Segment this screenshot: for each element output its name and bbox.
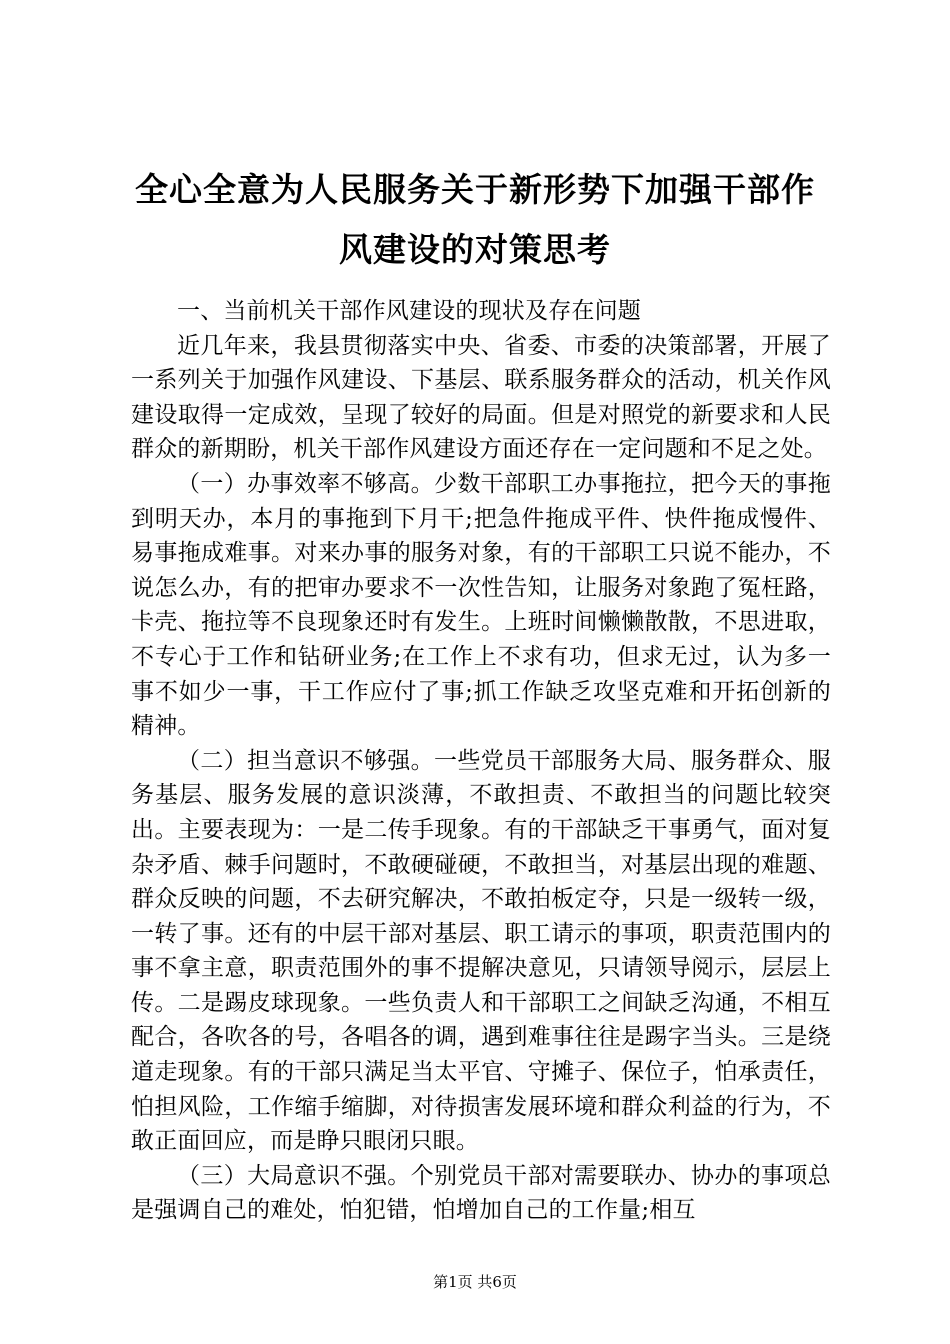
paragraph-intro: 近几年来，我县贯彻落实中央、省委、市委的决策部署，开展了一系列关于加强作风建设、下基层、联系服务群众的活动，机关作风建设取得一定成效，呈现了较好的局面。但是对照党的新要求和人民群众的新期盼，机关干部作风建设方面还存在一定问题和不足之处。 [131, 332, 831, 463]
document-title: 全心全意为人民服务关于新形势下加强干部作风建设的对策思考 [135, 170, 815, 269]
paragraph-efficiency: （一）办事效率不够高。少数干部职工办事拖拉，把今天的事拖到明天办，本月的事拖到下月干;把急件拖成平件、快件拖成慢件、易事拖成难事。对来办事的服务对象，有的干部职工只说不能办，不说怎么办，有的把审办要求不一次性告知，让服务对象跑了冤枉路，卡壳、拖拉等不良现象还时有发生。上班时间懒懒散散，不思进取，不专心于工作和钻研业务;在工作上不求有功，但求无过，认为多一事不如少一事，干工作应付了事;抓工作缺乏攻坚克难和开拓创新的精神。 [131, 470, 831, 740]
page-number: 第1页 共6页 [433, 1273, 517, 1291]
section-heading: 一、当前机关干部作风建设的现状及存在问题 [177, 298, 641, 324]
paragraph-overall-awareness: （三）大局意识不强。个别党员干部对需要联办、协办的事项总是强调自己的难处，怕犯错，怕增加自己的工作量;相互 [131, 1162, 831, 1224]
document-body [131, 294, 831, 1228]
paragraph-responsibility: （二）担当意识不够强。一些党员干部服务大局、服务群众、服务基层、服务发展的意识淡薄，不敢担责、不敢担当的问题比较突出。主要表现为：一是二传手现象。有的干部缺乏干事勇气，面对复杂矛盾、棘手问题时，不敢硬碰硬，不敢担当，对基层出现的难题、群众反映的问题，不去研究解决，不敢拍板定夺，只是一级转一级，一转了事。还有的中层干部对基层、职工请示的事项，职责范围内的事不拿主意，职责范围外的事不提解决意见，只请领导阅示，层层上传。二是踢皮球现象。一些负责人和干部职工之间缺乏沟通，不相互配合，各吹各的号，各唱各的调，遇到难事往往是踢字当头。三是绕道走现象。有的干部只满足当太平官、守摊子、保位子，怕承责任，怕担风险，工作缩手缩脚，对待损害发展环境和群众利益的行为，不敢正面回应，而是睁只眼闭只眼。 [131, 747, 831, 1155]
